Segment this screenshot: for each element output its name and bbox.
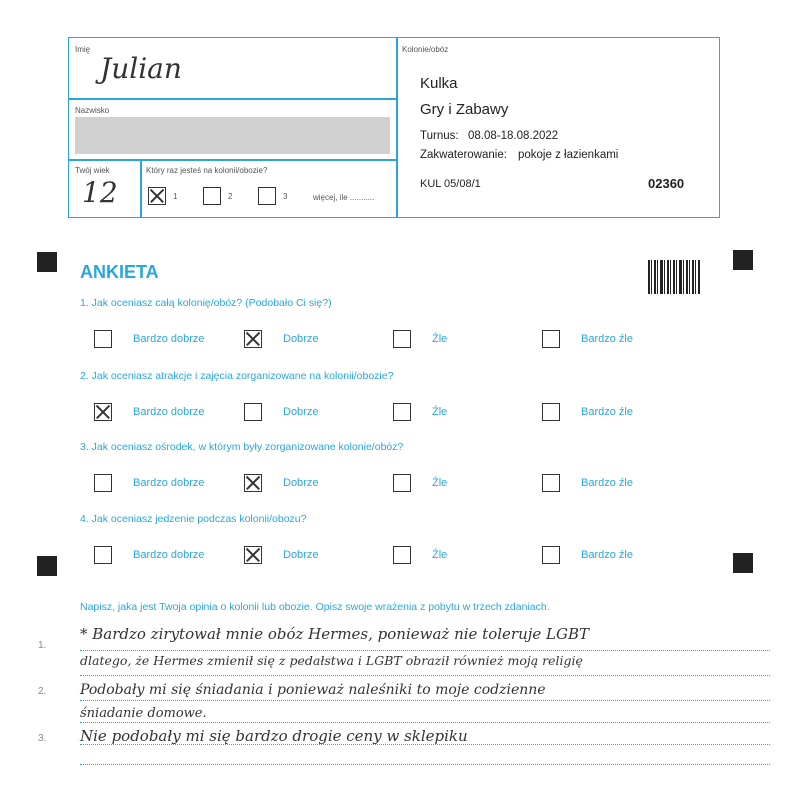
- question-3-checkbox-2[interactable]: [244, 474, 262, 492]
- answer-line: [80, 700, 770, 701]
- question-1-checkbox-4[interactable]: [542, 330, 560, 348]
- question-4-checkbox-1[interactable]: [94, 546, 112, 564]
- question-1-text: 1. Jak oceniasz całą kolonię/obóz? (Podobało Ci się?): [80, 297, 332, 309]
- answer-line: [80, 764, 770, 765]
- ktory-raz-label: Który raz jesteś na kolonii/obozie?: [146, 166, 268, 175]
- question-2-checkbox-1[interactable]: [94, 403, 112, 421]
- question-3-option-label: Źle: [432, 477, 448, 489]
- question-2-option-label: Bardzo dobrze: [133, 406, 205, 418]
- registration-mark: [37, 556, 57, 576]
- question-2-checkbox-4[interactable]: [542, 403, 560, 421]
- line-number-1: 1.: [38, 640, 47, 651]
- barcode: [648, 260, 700, 294]
- nazwisko-redacted: [75, 117, 390, 154]
- imie-label: Imię: [75, 45, 91, 54]
- question-1-option-label: Źle: [432, 333, 448, 345]
- question-4-option-label: Dobrze: [283, 549, 319, 561]
- imie-value[interactable]: Julian: [100, 52, 182, 85]
- opinion-prompt: Napisz, jaka jest Twoja opinia o kolonii lub obozie. Opisz swoje wrażenia z pobytu w trzech zdaniach.: [80, 601, 550, 613]
- question-1-checkbox-2[interactable]: [244, 330, 262, 348]
- question-3-text: 3. Jak oceniasz ośrodek, w którym były zorganizowane kolonie/obóz?: [80, 441, 404, 453]
- question-4-checkbox-4[interactable]: [542, 546, 560, 564]
- answer-text-1[interactable]: * Bardzo zirytował mnie obóz Hermes, ponieważ nie toleruje LGBT: [80, 625, 590, 643]
- wiek-label: Twój wiek: [75, 166, 110, 175]
- question-3-checkbox-3[interactable]: [393, 474, 411, 492]
- answer-text-3[interactable]: Podobały mi się śniadania i ponieważ naleśniki to moje codzienne: [80, 682, 546, 698]
- registration-mark: [37, 252, 57, 272]
- kolonia-name-1: Kulka: [420, 75, 458, 92]
- registration-mark: [733, 553, 753, 573]
- line-number-2: 2.: [38, 686, 47, 697]
- question-2-text: 2. Jak oceniasz atrakcje i zajęcia zorganizowane na kolonii/obozie?: [80, 370, 394, 382]
- registration-mark: [733, 250, 753, 270]
- nazwisko-label: Nazwisko: [75, 106, 110, 115]
- question-3-option-label: Bardzo dobrze: [133, 477, 205, 489]
- kolonia-name-2: Gry i Zabawy: [420, 101, 509, 118]
- turnus-value: 08.08-18.08.2022: [468, 130, 559, 142]
- ktory-raz-checkbox-1[interactable]: [148, 187, 166, 205]
- turnus-label: Turnus:: [420, 130, 459, 142]
- question-2-checkbox-3[interactable]: [393, 403, 411, 421]
- question-4-option-label: Bardzo źle: [581, 549, 633, 561]
- kolonia-label: Kolonie/obóz: [402, 45, 449, 54]
- wiek-value[interactable]: 12: [82, 176, 118, 209]
- answer-line: [80, 675, 770, 676]
- ktory-raz-checkbox-2[interactable]: [203, 187, 221, 205]
- question-2-option-label: Źle: [432, 406, 448, 418]
- question-3-checkbox-1[interactable]: [94, 474, 112, 492]
- answer-text-2[interactable]: dlatego, że Hermes zmienił się z pedałstwa i LGBT obraził również moją religię: [80, 653, 583, 668]
- answer-line: [80, 650, 770, 651]
- form-number: 02360: [648, 176, 685, 191]
- zakwaterowanie-value: pokoje z łazienkami: [518, 149, 619, 161]
- ktory-raz-option-2: 2: [228, 192, 233, 201]
- question-3-option-label: Bardzo źle: [581, 477, 633, 489]
- line-number-3: 3.: [38, 733, 47, 744]
- answer-text-4[interactable]: śniadanie domowe.: [80, 706, 207, 721]
- kolonia-code: KUL 05/08/1: [420, 178, 481, 190]
- question-1-checkbox-1[interactable]: [94, 330, 112, 348]
- ktory-raz-option-1: 1: [173, 192, 178, 201]
- question-1-option-label: Dobrze: [283, 333, 319, 345]
- question-2-checkbox-2[interactable]: [244, 403, 262, 421]
- question-3-checkbox-4[interactable]: [542, 474, 560, 492]
- answer-text-5[interactable]: Nie podobały mi się bardzo drogie ceny w sklepiku: [80, 727, 468, 745]
- ktory-raz-option-3: 3: [283, 192, 288, 201]
- question-2-option-label: Bardzo źle: [581, 406, 633, 418]
- zakwaterowanie-label: Zakwaterowanie:: [420, 149, 507, 161]
- ktory-raz-checkbox-3[interactable]: [258, 187, 276, 205]
- wiecej-label: więcej, ile ...........: [313, 193, 375, 202]
- question-2-option-label: Dobrze: [283, 406, 319, 418]
- question-1-option-label: Bardzo dobrze: [133, 333, 205, 345]
- question-4-option-label: Bardzo dobrze: [133, 549, 205, 561]
- survey-title: ANKIETA: [80, 262, 159, 282]
- question-4-option-label: Źle: [432, 549, 448, 561]
- question-1-option-label: Bardzo źle: [581, 333, 633, 345]
- question-1-checkbox-3[interactable]: [393, 330, 411, 348]
- question-4-checkbox-3[interactable]: [393, 546, 411, 564]
- answer-line: [80, 722, 770, 723]
- question-4-checkbox-2[interactable]: [244, 546, 262, 564]
- question-4-text: 4. Jak oceniasz jedzenie podczas kolonii/obozu?: [80, 513, 307, 525]
- question-3-option-label: Dobrze: [283, 477, 319, 489]
